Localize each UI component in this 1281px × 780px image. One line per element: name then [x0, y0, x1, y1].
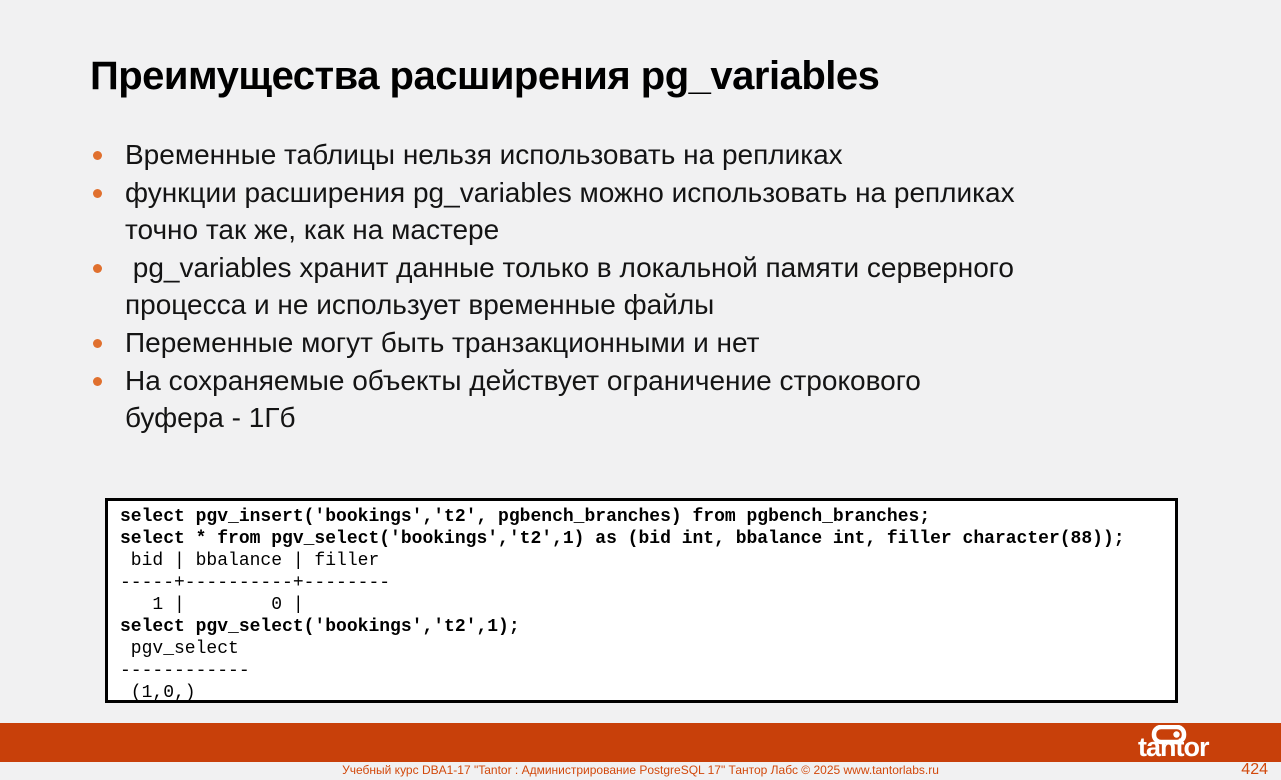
- bullet-item: [90, 362, 1215, 437]
- bullet-line: Переменные могут быть транзакционными и нет: [125, 326, 760, 358]
- bullet-item: [90, 136, 1215, 174]
- bullet-line: точно так же, как на мастере: [125, 214, 500, 246]
- bullet-list: [90, 136, 1215, 437]
- bullet-line: процесса и не использует временные файлы: [125, 289, 715, 321]
- code-line: (1,0,): [120, 683, 196, 703]
- code-line: select pgv_select('bookings','t2',1);: [120, 617, 520, 637]
- bullet-item: [90, 174, 1215, 249]
- footer-course-text: Учебный курс DBA1-17 "Tantor : Администрирование PostgreSQL 17" Тантор Лабс © 2025 www.tantorlabs.ru: [342, 763, 939, 777]
- bullet-line: буфера - 1Гб: [125, 402, 296, 434]
- tantor-logo: [1138, 725, 1238, 759]
- code-line: 1 | 0 |: [120, 595, 304, 615]
- bullet-line: функции расширения pg_variables можно использовать на репликах: [125, 176, 1015, 208]
- bullet-item: [90, 324, 1215, 362]
- code-line: select pgv_insert('bookings','t2', pgbench_branches) from pgbench_branches;: [120, 507, 931, 527]
- code-line: select * from pgv_select('bookings','t2',1) as (bid int, bbalance int, filler character(88));: [120, 529, 1125, 549]
- page-number: 424: [1241, 761, 1268, 778]
- bullet-line: Временные таблицы нельзя использовать на репликах: [125, 139, 843, 170]
- code-line: -----+----------+--------: [120, 573, 391, 593]
- code-line: pgv_select: [120, 639, 239, 659]
- code-line: ------------: [120, 661, 250, 681]
- code-line: bid | bbalance | filler: [120, 551, 380, 571]
- bullet-line: pg_variables хранит данные только в локальной памяти серверного: [125, 251, 1014, 283]
- bullet-item: [90, 249, 1215, 324]
- code-block: [105, 498, 1178, 703]
- footer-bar: [0, 723, 1281, 762]
- logo-wordmark: tantor: [1138, 732, 1209, 759]
- bullet-line: На сохраняемые объекты действует ограничение строкового: [125, 364, 921, 396]
- slide-title: Преимущества расширения pg_variables: [90, 54, 880, 98]
